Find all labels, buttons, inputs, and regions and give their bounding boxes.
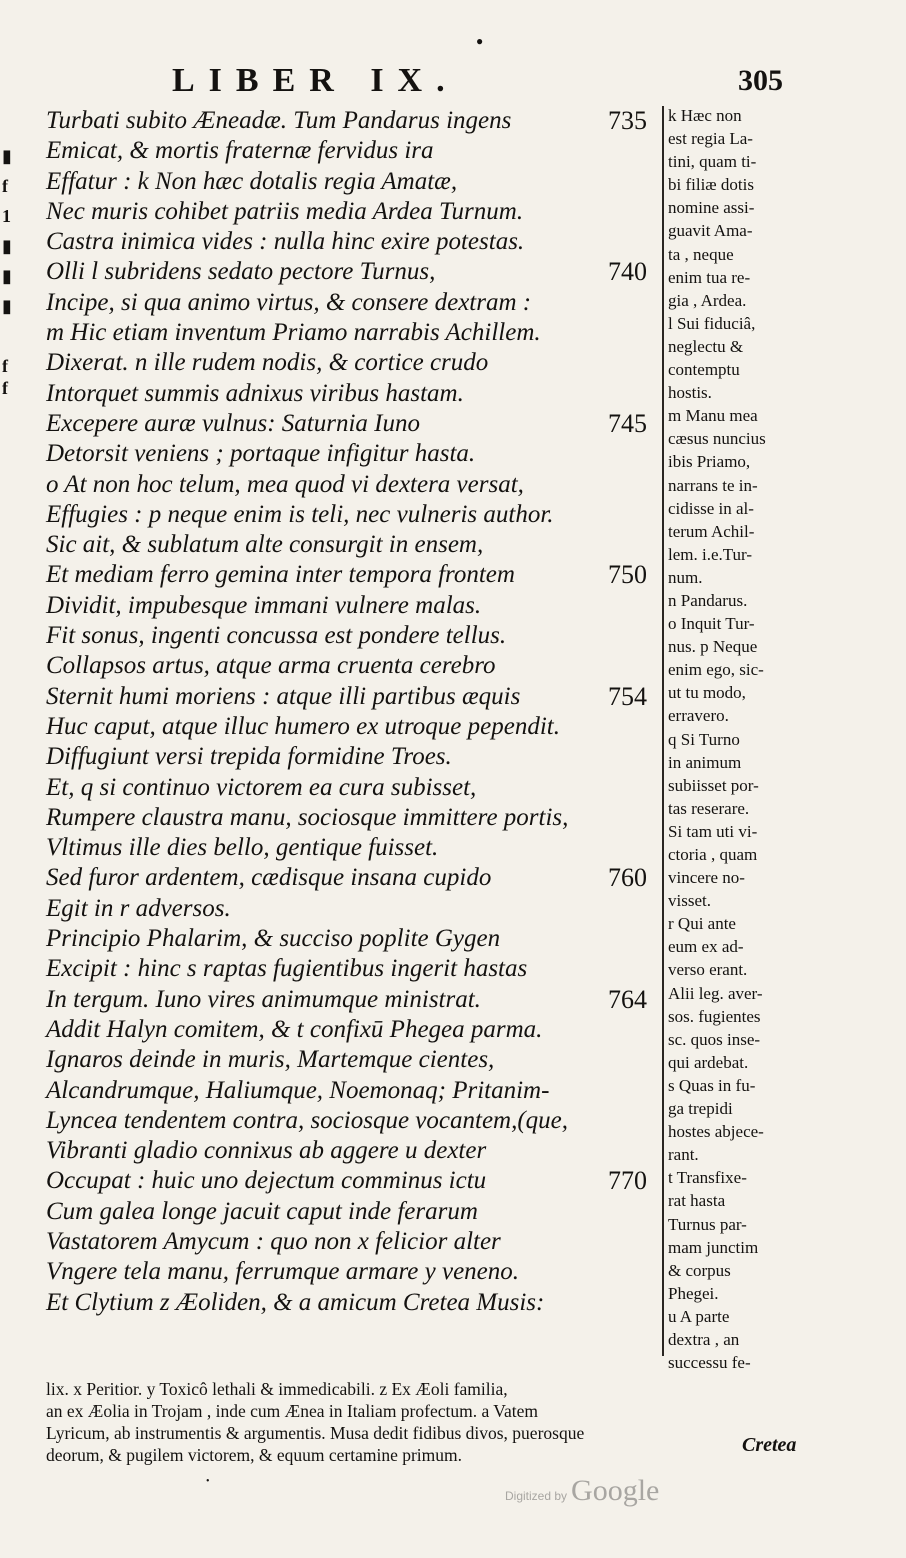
verse-text: Et, q si continuo victorem ea cura subisset, [46, 773, 477, 801]
line-number: 754 [608, 681, 647, 711]
gloss-line: in animum [668, 752, 742, 772]
gloss-line: u A parte [668, 1306, 730, 1326]
gloss-line: & corpus [668, 1260, 731, 1280]
google-logo: Google [571, 1474, 660, 1507]
gloss-line: Phegei. [668, 1283, 719, 1303]
verse-text: Effugies : p neque enim is teli, nec vulneris author. [46, 500, 554, 528]
verse-line [46, 651, 666, 681]
verse-text: Intorquet summis adnixus viribus hastam. [46, 379, 464, 407]
gloss-line: qui ardebat. [668, 1052, 749, 1072]
gloss-line: m Manu mea [668, 406, 758, 426]
digitized-watermark [505, 1474, 659, 1508]
gloss-line: o Inquit Tur- [668, 614, 755, 634]
gloss-line: narrans te in- [668, 475, 758, 495]
verse-text: Dividit, impubesque immani vulnere malas. [46, 591, 482, 619]
footnote-line: an ex Æolia in Trojam , inde cum Ænea in Italiam profectum. a Vatem [46, 1401, 538, 1421]
gloss-line: ta , neque [668, 244, 734, 264]
gloss-line: Turnus par- [668, 1214, 747, 1234]
verse-line [46, 894, 666, 924]
margin-bleed-mark: f [2, 356, 8, 376]
line-number: 735 [608, 106, 647, 135]
gloss-line: num. [668, 567, 703, 587]
verse-text: Fit sonus, ingenti concussa est pondere tellus. [46, 622, 507, 650]
gloss-line: q Si Turno [668, 729, 740, 749]
gloss-line: mam junctim [668, 1237, 759, 1257]
footnote-line: lix. x Peritior. y Toxicô lethali & immedicabili. z Ex Æoli familia, [46, 1379, 508, 1399]
verse-text: Detorsit veniens ; portaque infigitur hasta. [46, 440, 476, 468]
verse-line [46, 560, 666, 590]
watermark-prefix: Digitized by [505, 1489, 568, 1503]
verse-line [46, 1197, 666, 1227]
gloss-line: tas reserare. [668, 798, 750, 818]
margin-bleed-mark: 1 [2, 206, 11, 226]
footnote-line: deorum, & pugilem victorem, & equum certamine primum. [46, 1445, 463, 1465]
verse-line [46, 985, 666, 1015]
verse-text: Excipit : hinc s raptas fugientibus ingerit hastas [46, 955, 528, 983]
verse-line [46, 863, 666, 893]
verse-text: Excepere auræ vulnus: Saturnia Iuno [46, 409, 420, 437]
margin-bleed-mark: f [2, 378, 8, 398]
verse-text: Sic ait, & sublatum alte consurgit in ensem, [46, 531, 484, 559]
line-number: 764 [608, 984, 647, 1014]
gloss-line: ut tu modo, [668, 683, 746, 703]
verse-text: Incipe, si qua animo virtus, & consere dextram : [46, 288, 532, 316]
verse-line [46, 106, 666, 136]
gloss-line: bi filiæ dotis [668, 175, 754, 195]
gloss-line: enim tua re- [668, 267, 751, 287]
verse-column [46, 106, 666, 1318]
verse-line [46, 197, 666, 227]
line-number: 745 [608, 408, 647, 438]
verse-line [46, 1076, 666, 1106]
line-number: 760 [608, 863, 647, 893]
verse-line [46, 379, 666, 409]
verse-line [46, 500, 666, 530]
verse-text: Castra inimica vides : nulla hinc exire potestas. [46, 228, 525, 256]
gloss-line: k Hæc non [668, 106, 742, 125]
verse-line [46, 257, 666, 287]
verse-line [46, 682, 666, 712]
gloss-line: successu fe- [668, 1353, 751, 1373]
gloss-line: contemptu [668, 360, 740, 380]
gloss-line: sc. quos inse- [668, 1029, 761, 1049]
verse-line [46, 167, 666, 197]
verse-text: Egit in r adversos. [46, 894, 231, 922]
verse-line [46, 1227, 666, 1257]
running-head: LIBER IX. [172, 62, 459, 99]
verse-text: Et Clytium z Æoliden, & a amicum Cretea Musis: [46, 1288, 545, 1316]
page-number: 305 [738, 64, 783, 97]
column-divider [662, 106, 664, 1356]
bottom-ink-dot: • [206, 1476, 210, 1487]
gloss-line: lem. i.e.Tur- [668, 544, 753, 564]
verse-text: Vngere tela manu, ferrumque armare y veneno. [46, 1258, 520, 1286]
verse-line [46, 773, 666, 803]
margin-bleed-mark: ▮ [2, 236, 12, 256]
gloss-line: guavit Ama- [668, 221, 753, 241]
verse-text: Vltimus ille dies bello, gentique fuisset. [46, 834, 439, 862]
verse-line [46, 439, 666, 469]
verse-text: Diffugiunt versi trepida formidine Troes. [46, 743, 452, 771]
gloss-line: cidisse in al- [668, 498, 754, 518]
verse-text: o At non hoc telum, mea quod vi dextera versat, [46, 470, 524, 498]
gloss-line: est regia La- [668, 129, 753, 149]
gloss-line: visset. [668, 891, 711, 911]
gloss-line: vincere no- [668, 868, 745, 888]
gloss-line: rant. [668, 1145, 699, 1165]
verse-text: Vastatorem Amycum : quo non x felicior alter [46, 1227, 501, 1255]
gloss-line: n Pandarus. [668, 590, 748, 610]
verse-line [46, 1045, 666, 1075]
gloss-column [668, 104, 902, 1374]
gloss-line: eum ex ad- [668, 937, 744, 957]
gloss-line: subiisset por- [668, 775, 759, 795]
verse-line [46, 288, 666, 318]
verse-line [46, 742, 666, 772]
gloss-line: nus. p Neque [668, 637, 758, 657]
gloss-line: hostes abjece- [668, 1122, 764, 1142]
verse-text: Alcandrumque, Haliumque, Noemonaq; Pritanim- [46, 1076, 550, 1104]
verse-line [46, 1136, 666, 1166]
gloss-line: sos. fugientes [668, 1006, 761, 1026]
verse-line [46, 530, 666, 560]
verse-text: Et mediam ferro gemina inter tempora frontem [46, 561, 515, 589]
margin-bleed-mark: ▮ [2, 146, 12, 166]
verse-line [46, 1257, 666, 1287]
margin-bleed-mark: ▮ [2, 296, 12, 316]
line-number: 770 [608, 1166, 647, 1196]
margin-bleed-mark: ▮ [2, 266, 12, 286]
verse-line [46, 803, 666, 833]
verse-text: Olli l subridens sedato pectore Turnus, [46, 258, 436, 286]
page-header [0, 62, 906, 102]
verse-line [46, 1015, 666, 1045]
gloss-line: tini, quam ti- [668, 152, 757, 172]
gloss-line: enim ego, sic- [668, 660, 764, 680]
line-number: 740 [608, 257, 647, 287]
verse-line [46, 712, 666, 742]
verse-text: Turbati subito Æneadæ. Tum Pandarus ingens [46, 107, 512, 134]
verse-text: Rumpere claustra manu, sociosque immittere portis, [46, 803, 569, 831]
verse-text: Sed furor ardentem, cædisque insana cupido [46, 864, 492, 892]
gloss-line: rat hasta [668, 1191, 726, 1211]
verse-text: Sternit humi moriens : atque illi partibus æquis [46, 682, 521, 710]
gloss-line: dextra , an [668, 1329, 740, 1349]
gloss-line: r Qui ante [668, 914, 736, 934]
line-number: 750 [608, 560, 647, 590]
verse-line [46, 591, 666, 621]
verse-text: Lyncea tendentem contra, sociosque vocantem,(que, [46, 1106, 569, 1134]
gloss-line: ga trepidi [668, 1099, 733, 1119]
verse-line [46, 621, 666, 651]
verse-text: Huc caput, atque illuc humero ex utroque pependit. [46, 712, 560, 740]
catchword: Cretea [742, 1434, 797, 1456]
gloss-line: Si tam uti vi- [668, 821, 758, 841]
gloss-line: terum Achil- [668, 521, 755, 541]
verse-line [46, 924, 666, 954]
verse-text: Collapsos artus, atque arma cruenta cerebro [46, 652, 496, 680]
verse-line [46, 318, 666, 348]
verse-line [46, 348, 666, 378]
gloss-line: l Sui fiduciâ, [668, 313, 756, 333]
gloss-line: cæsus nuncius [668, 429, 766, 449]
gloss-line: erravero. [668, 706, 729, 726]
verse-line [46, 1288, 666, 1318]
verse-line [46, 136, 666, 166]
gloss-line: neglectu & [668, 336, 744, 356]
verse-text: m Hic etiam inventum Priamo narrabis Achillem. [46, 319, 541, 347]
top-ink-dot: ● [476, 34, 484, 48]
verse-line [46, 470, 666, 500]
gloss-line: s Quas in fu- [668, 1075, 756, 1095]
footnote-line: Lyricum, ab instrumentis & argumentis. Musa dedit fidibus divos, puerosque [46, 1423, 585, 1443]
verse-text: Cum galea longe jacuit caput inde ferarum [46, 1197, 478, 1225]
verse-text: Emicat, & mortis fraternæ fervidus ira [46, 137, 434, 165]
verse-text: Principio Phalarim, & succiso poplite Gygen [46, 925, 501, 953]
gloss-line: verso erant. [668, 960, 748, 980]
gloss-line: Alii leg. aver- [668, 983, 763, 1003]
verse-line [46, 954, 666, 984]
gloss-line: gia , Ardea. [668, 290, 747, 310]
verse-line [46, 227, 666, 257]
verse-line [46, 1166, 666, 1196]
verse-text: Dixerat. n ille rudem nodis, & cortice crudo [46, 349, 489, 377]
verse-text: Vibranti gladio connixus ab aggere u dexter [46, 1137, 487, 1165]
verse-text: Effatur : k Non hæc dotalis regia Amatæ, [46, 167, 458, 195]
margin-bleed-mark: f [2, 176, 8, 196]
verse-text: Occupat : huic uno dejectum comminus ictu [46, 1167, 487, 1195]
gloss-line: ctoria , quam [668, 845, 758, 864]
gloss-line: t Transfixe- [668, 1168, 747, 1188]
verse-text: Ignaros deinde in muris, Martemque cientes, [46, 1046, 495, 1074]
gloss-line: nomine assi- [668, 198, 755, 218]
verse-text: In tergum. Iuno vires animumque ministrat. [46, 985, 481, 1013]
left-margin-bleed [0, 120, 14, 420]
verse-text: Nec muris cohibet patriis media Ardea Turnum. [46, 197, 524, 225]
gloss-line: hostis. [668, 383, 712, 403]
verse-line [46, 833, 666, 863]
verse-line [46, 1106, 666, 1136]
gloss-line: ibis Priamo, [668, 452, 751, 472]
verse-line [46, 409, 666, 439]
verse-text: Addit Halyn comitem, & t confixū Phegea parma. [46, 1015, 543, 1043]
